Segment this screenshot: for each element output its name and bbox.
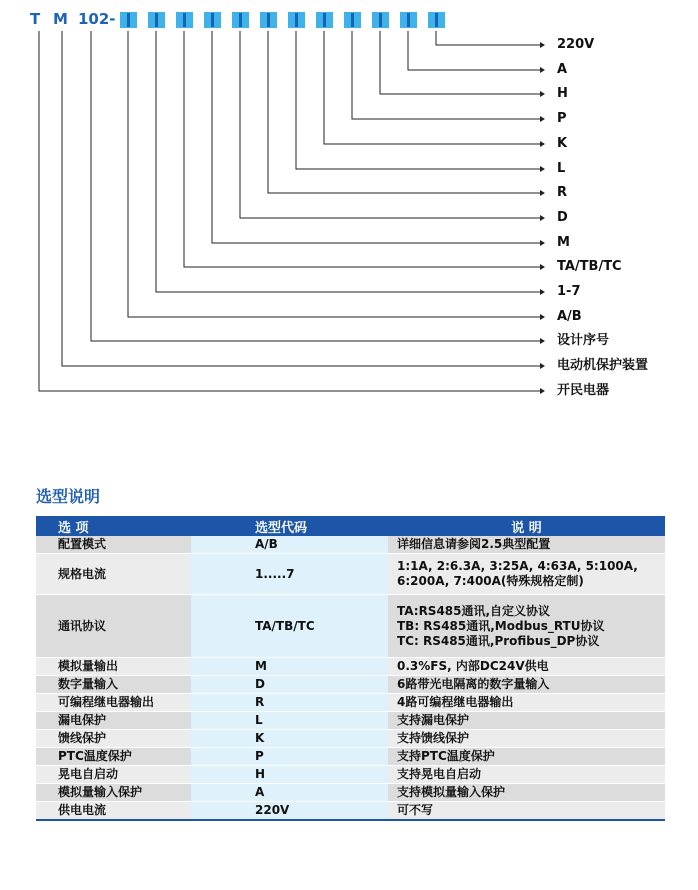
code-label-15: 开民电器 xyxy=(557,383,610,398)
arrow-right-icon xyxy=(540,215,545,221)
cell-code: L xyxy=(191,712,388,730)
table-row xyxy=(36,712,665,730)
header-code: 选型代码 xyxy=(191,516,388,536)
cell-description xyxy=(388,536,665,554)
code-label-2: A xyxy=(557,62,568,77)
arrow-right-icon xyxy=(540,264,545,270)
cell-code: D xyxy=(191,676,388,694)
cell-description xyxy=(388,658,665,676)
cell-code: 1.....7 xyxy=(191,554,388,595)
code-box-2 xyxy=(148,12,165,28)
description-line: 支持漏电保护 xyxy=(397,713,470,727)
code-box-10 xyxy=(372,12,389,28)
description-line: TC: RS485通讯,Profibus_DP协议 xyxy=(397,633,600,648)
table-header-row xyxy=(36,516,665,536)
cell-item: 漏电保护 xyxy=(36,712,191,730)
arrow-right-icon xyxy=(540,67,545,73)
header-item: 选 项 xyxy=(36,516,191,536)
cell-item: 模拟量输入保护 xyxy=(36,784,191,802)
table-row xyxy=(36,766,665,784)
cell-description xyxy=(388,554,665,595)
code-label-3: H xyxy=(557,86,568,101)
arrow-right-icon xyxy=(540,388,545,394)
description-line: TB: RS485通讯,Modbus_RTU协议 xyxy=(397,618,605,633)
connector-line-13 xyxy=(91,31,541,341)
code-prefix-m: M xyxy=(53,10,68,28)
cell-description xyxy=(388,730,665,748)
table-row xyxy=(36,676,665,694)
cell-item: 配置模式 xyxy=(36,536,191,554)
description-line: 0.3%FS, 内部DC24V供电 xyxy=(397,659,549,673)
connector-line-3 xyxy=(380,31,541,94)
cell-item: 可编程继电器输出 xyxy=(36,694,191,712)
cell-item: 通讯协议 xyxy=(36,595,191,658)
connector-line-12 xyxy=(128,31,541,317)
cell-item: 供电电流 xyxy=(36,802,191,821)
description-line: 支持晃电自启动 xyxy=(397,767,482,781)
code-box-6 xyxy=(260,12,277,28)
table-row xyxy=(36,595,665,658)
table-row xyxy=(36,784,665,802)
code-label-5: K xyxy=(557,136,568,151)
description-line: 支持模拟量输入保护 xyxy=(397,785,506,799)
connector-line-1 xyxy=(436,31,541,45)
arrow-right-icon xyxy=(540,116,545,122)
table-row xyxy=(36,694,665,712)
header-description: 说 明 xyxy=(388,516,665,536)
code-label-10: TA/TB/TC xyxy=(557,259,622,274)
code-label-12: A/B xyxy=(557,309,582,324)
code-label-13: 设计序号 xyxy=(557,333,610,348)
cell-item: 模拟量输出 xyxy=(36,658,191,676)
connector-line-5 xyxy=(324,31,541,144)
code-box-3 xyxy=(176,12,193,28)
arrow-right-icon xyxy=(540,141,545,147)
code-box-4 xyxy=(204,12,221,28)
description-line: 详细信息请参阅2.5典型配置 xyxy=(397,537,551,551)
cell-description xyxy=(388,712,665,730)
table-row xyxy=(36,730,665,748)
description-line: 1:1A, 2:6.3A, 3:25A, 4:63A, 5:100A, xyxy=(397,559,638,573)
cell-item: 数字量输入 xyxy=(36,676,191,694)
cell-code: A/B xyxy=(191,536,388,554)
code-prefix-series: 102- xyxy=(78,10,116,28)
code-label-14: 电动机保护装置 xyxy=(557,358,649,373)
arrow-right-icon xyxy=(540,190,545,196)
table-row xyxy=(36,658,665,676)
description-line: 6:200A, 7:400A(特殊规格定制) xyxy=(397,574,584,588)
table-row xyxy=(36,802,665,821)
code-label-1: 220V xyxy=(557,37,595,52)
cell-code: A xyxy=(191,784,388,802)
cell-code: R xyxy=(191,694,388,712)
code-box-12 xyxy=(428,12,445,28)
model-code-diagram xyxy=(0,0,698,420)
table-row xyxy=(36,748,665,766)
code-label-8: D xyxy=(557,210,568,225)
connector-line-14 xyxy=(62,31,541,366)
cell-item: 馈线保护 xyxy=(36,730,191,748)
cell-description xyxy=(388,784,665,802)
cell-code: K xyxy=(191,730,388,748)
arrow-right-icon xyxy=(540,363,545,369)
description-line: 6路带光电隔离的数字量输入 xyxy=(397,677,550,691)
arrow-right-icon xyxy=(540,338,545,344)
connector-line-2 xyxy=(408,31,541,70)
code-box-9 xyxy=(344,12,361,28)
cell-code: P xyxy=(191,748,388,766)
code-label-6: L xyxy=(557,161,566,176)
cell-code: TA/TB/TC xyxy=(191,595,388,658)
selection-table xyxy=(36,516,665,821)
description-line: TA:RS485通讯,自定义协议 xyxy=(397,603,551,618)
code-box-7 xyxy=(288,12,305,28)
code-box-11 xyxy=(400,12,417,28)
arrow-right-icon xyxy=(540,91,545,97)
description-line: 4路可编程继电器输出 xyxy=(397,695,514,709)
cell-item: 晃电自启动 xyxy=(36,766,191,784)
connector-line-15 xyxy=(39,31,541,391)
cell-item: 规格电流 xyxy=(36,554,191,595)
arrow-right-icon xyxy=(540,314,545,320)
code-label-11: 1-7 xyxy=(557,284,581,299)
cell-item: PTC温度保护 xyxy=(36,748,191,766)
code-label-4: P xyxy=(557,111,567,126)
code-connector-lines xyxy=(0,0,698,420)
cell-code: M xyxy=(191,658,388,676)
arrow-right-icon xyxy=(540,289,545,295)
connector-line-8 xyxy=(240,31,541,218)
code-box-5 xyxy=(232,12,249,28)
cell-description xyxy=(388,748,665,766)
section-title: 选型说明 xyxy=(36,487,101,506)
description-line: 可不写 xyxy=(397,803,434,817)
code-box-8 xyxy=(316,12,333,28)
cell-description xyxy=(388,766,665,784)
arrow-right-icon xyxy=(540,42,545,48)
cell-code: H xyxy=(191,766,388,784)
cell-description xyxy=(388,694,665,712)
connector-line-6 xyxy=(296,31,541,169)
arrow-right-icon xyxy=(540,166,545,172)
table-row xyxy=(36,536,665,554)
cell-description xyxy=(388,595,665,658)
table-row xyxy=(36,554,665,595)
arrow-right-icon xyxy=(540,240,545,246)
code-box-1 xyxy=(120,12,137,28)
cell-description xyxy=(388,676,665,694)
cell-description xyxy=(388,802,665,821)
code-label-7: R xyxy=(557,185,568,200)
code-label-9: M xyxy=(557,235,570,250)
connector-line-9 xyxy=(212,31,541,243)
connector-line-10 xyxy=(184,31,541,267)
description-line: 支持PTC温度保护 xyxy=(397,749,495,763)
code-prefix-t: T xyxy=(30,10,41,28)
description-line: 支持馈线保护 xyxy=(397,731,470,745)
cell-code: 220V xyxy=(191,802,388,821)
